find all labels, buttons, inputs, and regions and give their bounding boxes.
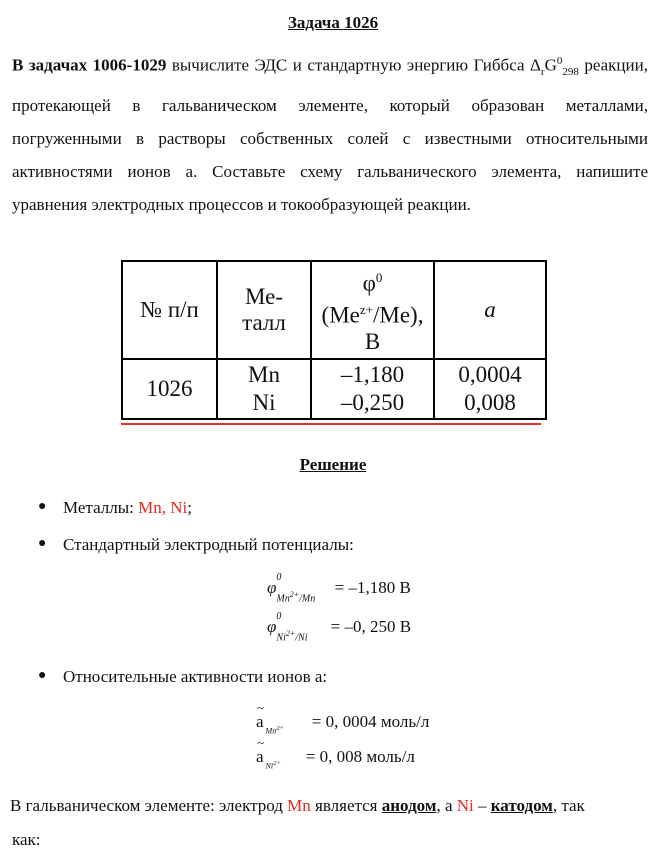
sub-298: 298 (562, 66, 579, 79)
electrode-mn: /Mn (299, 593, 316, 605)
tilde-icon: ~ (257, 735, 265, 750)
a-mn-value: = 0, 0004 моль/л (311, 712, 430, 731)
table-header-row (122, 261, 546, 359)
ion-charge: 2+ (273, 760, 281, 767)
tilde-icon: ~ (257, 700, 265, 715)
statement-part-2: реакции, протекающей в гальваническом элементе, который образован металлами, погруженными в растворы собственных солей с известными относительными активностями ионов а. Составьте схему гальванического элемента, напишите уравнения электродных процессов и токообразующей реакции. (12, 55, 648, 215)
solution-heading: Решение (299, 455, 367, 474)
conclusion-line (10, 796, 585, 816)
activity-ni: 0,008 (464, 390, 516, 415)
conclusion-part5: , так (552, 796, 585, 815)
phi-mn-value: = –1,180 В (334, 578, 411, 597)
header-metal (217, 261, 311, 359)
formula-a-mn (256, 700, 430, 736)
phi-sup: 0 (276, 611, 282, 622)
phi-symbol: φ (267, 617, 277, 636)
electrode-ni: /Ni (295, 632, 308, 644)
potentials-label: Стандартный электродный потенциалы: (63, 535, 354, 554)
potential-close: /Me), (372, 302, 424, 328)
metals-end: ; (187, 498, 192, 517)
cell-number: 1026 (122, 359, 217, 419)
potential-unit: В (364, 328, 381, 354)
table-row (122, 359, 546, 419)
ion-mn: Mn (276, 593, 290, 605)
cell-potentials (311, 359, 434, 419)
anode-label: анодом (381, 796, 437, 815)
potential-mn: –1,180 (340, 362, 405, 387)
conclusion-part4: – (473, 796, 491, 815)
phi-symbol: φ (267, 578, 277, 597)
cell-metals (217, 359, 311, 419)
phi-symbol: φ (362, 271, 376, 296)
header-metal-line1: Ме- (244, 284, 283, 309)
charge-sup: z+ (359, 302, 373, 317)
problem-statement (12, 45, 648, 221)
metals-value: Mn, Ni (138, 498, 188, 517)
data-table (121, 260, 547, 420)
header-activity: a (434, 261, 546, 359)
activity-mn: 0,0004 (458, 362, 522, 387)
formula-a-ni (256, 735, 415, 771)
table-underline (121, 423, 541, 425)
header-potential (311, 261, 434, 359)
conclusion-mn: Mn (287, 796, 311, 815)
problem-title: Задача 1026 (287, 13, 379, 32)
activities-label: Относительные активности ионов а: (63, 667, 328, 686)
conclusion-part1: В гальваническом элементе: электрод (10, 796, 288, 815)
bullet-icon: ● (38, 668, 47, 683)
phi-sup: 0 (276, 572, 282, 583)
metal-mn: Mn (248, 362, 280, 387)
cell-activities (434, 359, 546, 419)
a-symbol: a (256, 747, 264, 766)
conclusion-line2: как: (12, 830, 41, 849)
phi-sup: 0 (375, 270, 383, 286)
conclusion-part2: является (310, 796, 382, 815)
a-ni-value: = 0, 008 моль/л (305, 747, 415, 766)
statement-part-1: вычислите ЭДС и стандартную энергию Гиббса Δ (166, 55, 541, 75)
ion-charge: 2+ (285, 629, 296, 638)
metal-ni: Ni (252, 390, 276, 415)
ion-charge: 2+ (276, 725, 285, 732)
conclusion-ni: Ni (456, 796, 474, 815)
problem-range: В задачах 1006-1029 (12, 55, 167, 75)
cathode-label: катодом (490, 796, 553, 815)
sup-zero: 0 (556, 55, 563, 67)
ion-ni: Ni (265, 761, 274, 771)
potential-open: (Me (321, 302, 360, 328)
ion-charge: 2+ (289, 590, 300, 599)
potential-ni: –0,250 (340, 390, 405, 415)
ion-ni: Ni (276, 632, 286, 644)
formula-phi-mn (267, 572, 411, 605)
bullet-icon: ● (38, 499, 47, 514)
formula-phi-ni (267, 611, 412, 644)
header-number: № п/п (122, 261, 217, 359)
header-metal-line2: талл (242, 310, 286, 335)
sub-r: r (540, 66, 545, 79)
a-symbol: a (256, 712, 264, 731)
phi-ni-value: = –0, 250 В (330, 617, 412, 636)
gibbs-g: G (544, 55, 557, 75)
conclusion-part3: , а (436, 796, 457, 815)
bullet-icon: ● (38, 536, 47, 551)
metals-label: Металлы: (63, 498, 139, 517)
ion-mn: Mn (265, 726, 277, 736)
